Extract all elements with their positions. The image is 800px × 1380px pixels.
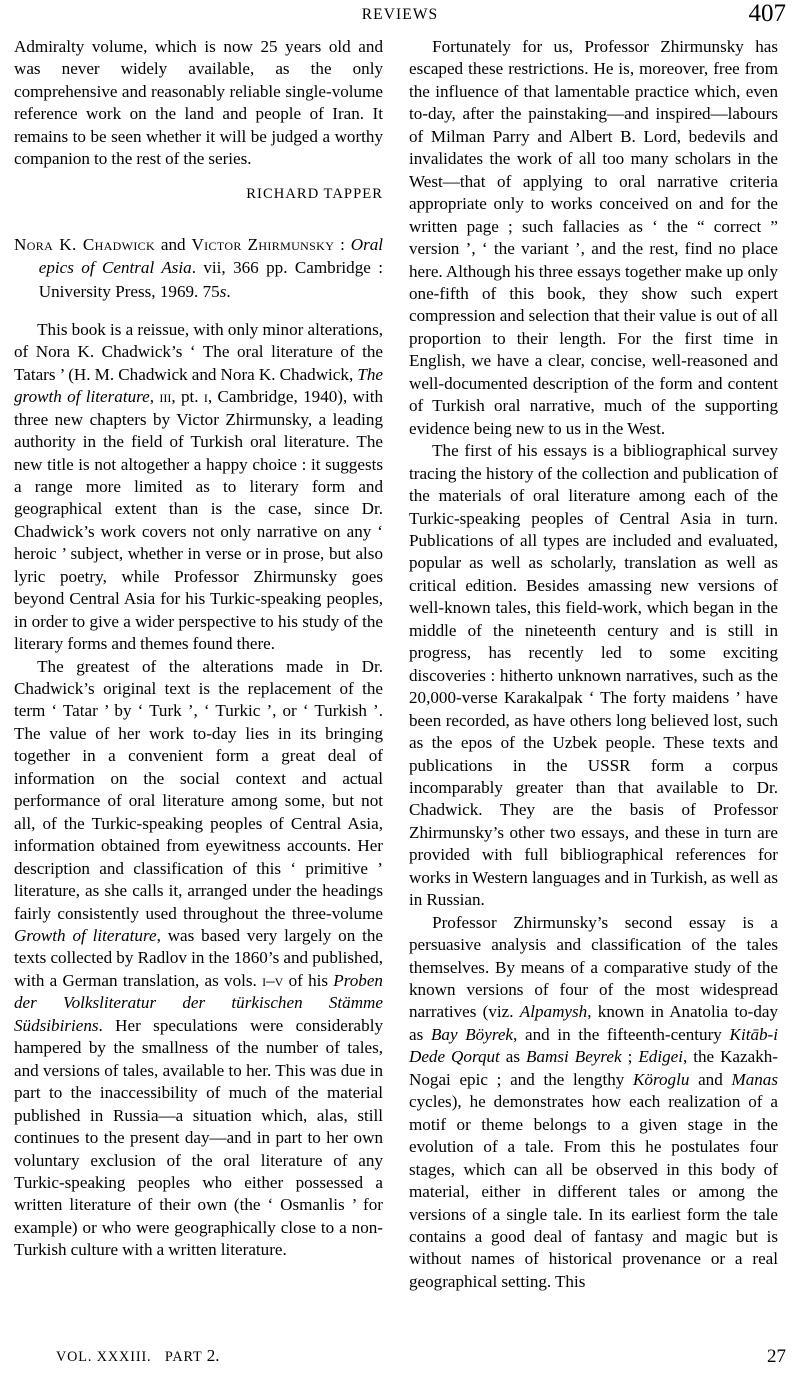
- two-column-body: [14, 36, 786, 1326]
- citation-book-title: Oral epics of Central Asia: [38, 235, 384, 278]
- signature-number: 27: [767, 1346, 786, 1367]
- citation-price-unit: s: [219, 281, 227, 301]
- citation-author-secondary-first: Victor: [191, 235, 242, 255]
- left-column: [14, 36, 383, 1326]
- review-paragraph: Professor Zhirmunsky’s second essay is a persuasive analysis and classification of the tales themselves. By means of a comparative study of the known versions of four of the most widespread narratives (viz. Alpamysh, known in Anatolia to-day as Bay Böyrek, and in the fifteenth-century Kitāb-i Dede Qorqut as Bamsi Beyrek ; Edigei, the Kazakh-Nogai epic ; and the lengthy Köroglu and Manas cycles), he demonstrates how each realization of a motif or theme belongs to a given stage in the evolution of a tale. From this he postulates four stages, which can all be observed in this body of material, either in different tales or among the versions of a single tale. In its earliest form the tale contains a good deal of fantasy and magic but is without names of historical provenance or a real geographical setting. This: [409, 912, 779, 1291]
- citation-imprint-terminator: .: [226, 281, 231, 301]
- volume-part-statement: [56, 1346, 220, 1366]
- running-head: [14, 0, 786, 30]
- volume-label: VOL. XXXIII.: [56, 1349, 152, 1365]
- previous-review-closing-paragraph: Admiralty volume, which is now 25 years old and was never widely available, as the only comprehensive and reasonably reliable single-volume reference work on the land and people of Iran. It remains to be seen whether it will be judged a worthy companion to the rest of the series.: [14, 37, 383, 169]
- reviewer-signature: RICHARD TAPPER: [246, 185, 383, 202]
- citation-author-primary: Nora K. Chadwick: [14, 235, 156, 255]
- page-footer: [14, 1342, 786, 1366]
- review-paragraph: This book is a reissue, with only minor alterations, of Nora K. Chadwick’s ‘ The oral literature of the Tatars ’ (H. M. Chadwick and Nora K. Chadwick, The growth of literature, iii, pt. i, Cambridge, 1940), with three new chapters by Victor Zhirmunsky, a leading authority in the field of Turkish oral literature. The new title is not altogether a happy choice : it suggests a range more limited as to literary form and geographical extent than is the case, since Dr. Chadwick’s work covers not only narrative on any ‘ heroic ’ subject, whether in verse or in prose, but also lyric poetry, while Professor Zhirmunsky goes beyond Central Asia for his Turkic-speaking peoples, in order to give a wider perspective to his study of the literary forms and themes found there.: [14, 319, 383, 654]
- part-number: 2.: [206, 1346, 220, 1365]
- citation-imprint: . vii, 366 pp. Cambridge : University Press, 1969. 75: [38, 258, 383, 301]
- running-head-title: REVIEWS: [361, 6, 439, 23]
- right-column-review-body: [409, 36, 778, 1293]
- citation-conjunction: and: [155, 235, 192, 255]
- review-paragraph: The first of his essays is a bibliographical survey tracing the history of the collection and publication of the materials of oral literature among each of the Turkic-speaking peoples of Central Asia in turn. Publications of all types are included and evaluated, popular as well as scholarly, translation as well as critical edition. Besides amassing new versions of well-known tales, this field-work, which began in the middle of the nineteenth century and is still in progress, has recently led to some exciting discoveries : hitherto unknown narratives, such as the 20,000-verse Karakalpak ‘ The forty maidens ’ have been recorded, as have others long believed lost, such as the epos of the Uzbek people. These texts and publications in the USSR form a corpus incomparably greater than that available to Dr. Chadwick. They are the basis of Professor Zhirmunsky’s other two essays, and these in turn are provided with full bibliographical references for works in Western languages and in Turkish, as well as in Russian.: [409, 441, 778, 910]
- part-label: PART: [164, 1349, 203, 1365]
- review-paragraph: The greatest of the alterations made in Dr. Chadwick’s original text is the replacement of the term ‘ Tatar ’ by ‘ Turk ’, ‘ Turkic ’, or ‘ Turkish ’. The value of her work to-day lies in its bringing together in a convenient form a great deal of information on the social context and actual performance of oral literature among some, but not all, of the Turkic-speaking peoples of Central Asia, information obtained from eyewitness accounts. Her description and classification of this ‘ primitive ’ literature, as she calls it, arranged under the headings fairly consistently used throughout the three-volume Growth of literature, was based very largely on the texts collected by Radlov in the 1860’s and published, with a German translation, as vols. i–v of his Proben der Volksliteratur der türkischen Stämme Südsibiriens. Her speculations were considerably hampered by the smallness of the number of tales, and versions of tales, available to her. This was due in part to the inaccessibility of much of the material published in Russia—a situation which, alas, still continues to the present day—and in part to her own voluntary exclusion of the oral literature of any Turkic-speaking peoples who either possessed a written literature of their own (the ‘ Osmanlis ’ for example) or who were geographically close to a non-Turkish culture with a written literature.: [14, 656, 384, 1260]
- page-folio-number: 407: [748, 0, 786, 27]
- book-citation-heading: [14, 233, 383, 303]
- right-column: [409, 36, 778, 1326]
- citation-author-secondary-last: Zhirmunsky: [247, 235, 335, 255]
- review-paragraph: Fortunately for us, Professor Zhirmunsky has escaped these restrictions. He is, moreover, free from the influence of that lamentable practice which, even to-day, after the painstaking—and inspired—labours of Milman Parry and Albert B. Lord, bedevils and invalidates the work of all too many scholars in the West—that of applying to oral narrative criteria appropriate only to works conceived on and for the written page ; such fallacies as ‘ the “ correct ” version ’, ‘ the variant ’, and the rest, find no place here. Although his three essays together make up only one-fifth of this book, they show such expert compression and selection that their value is out of all proportion to their length. For the first time in English, we have a clear, concise, well-reasoned and well-documented description of the form and content of Turkish oral narrative, much of the supporting evidence being new to us in the West.: [409, 37, 778, 438]
- left-column-review-body: [14, 319, 383, 1262]
- citation-separator: :: [334, 235, 351, 255]
